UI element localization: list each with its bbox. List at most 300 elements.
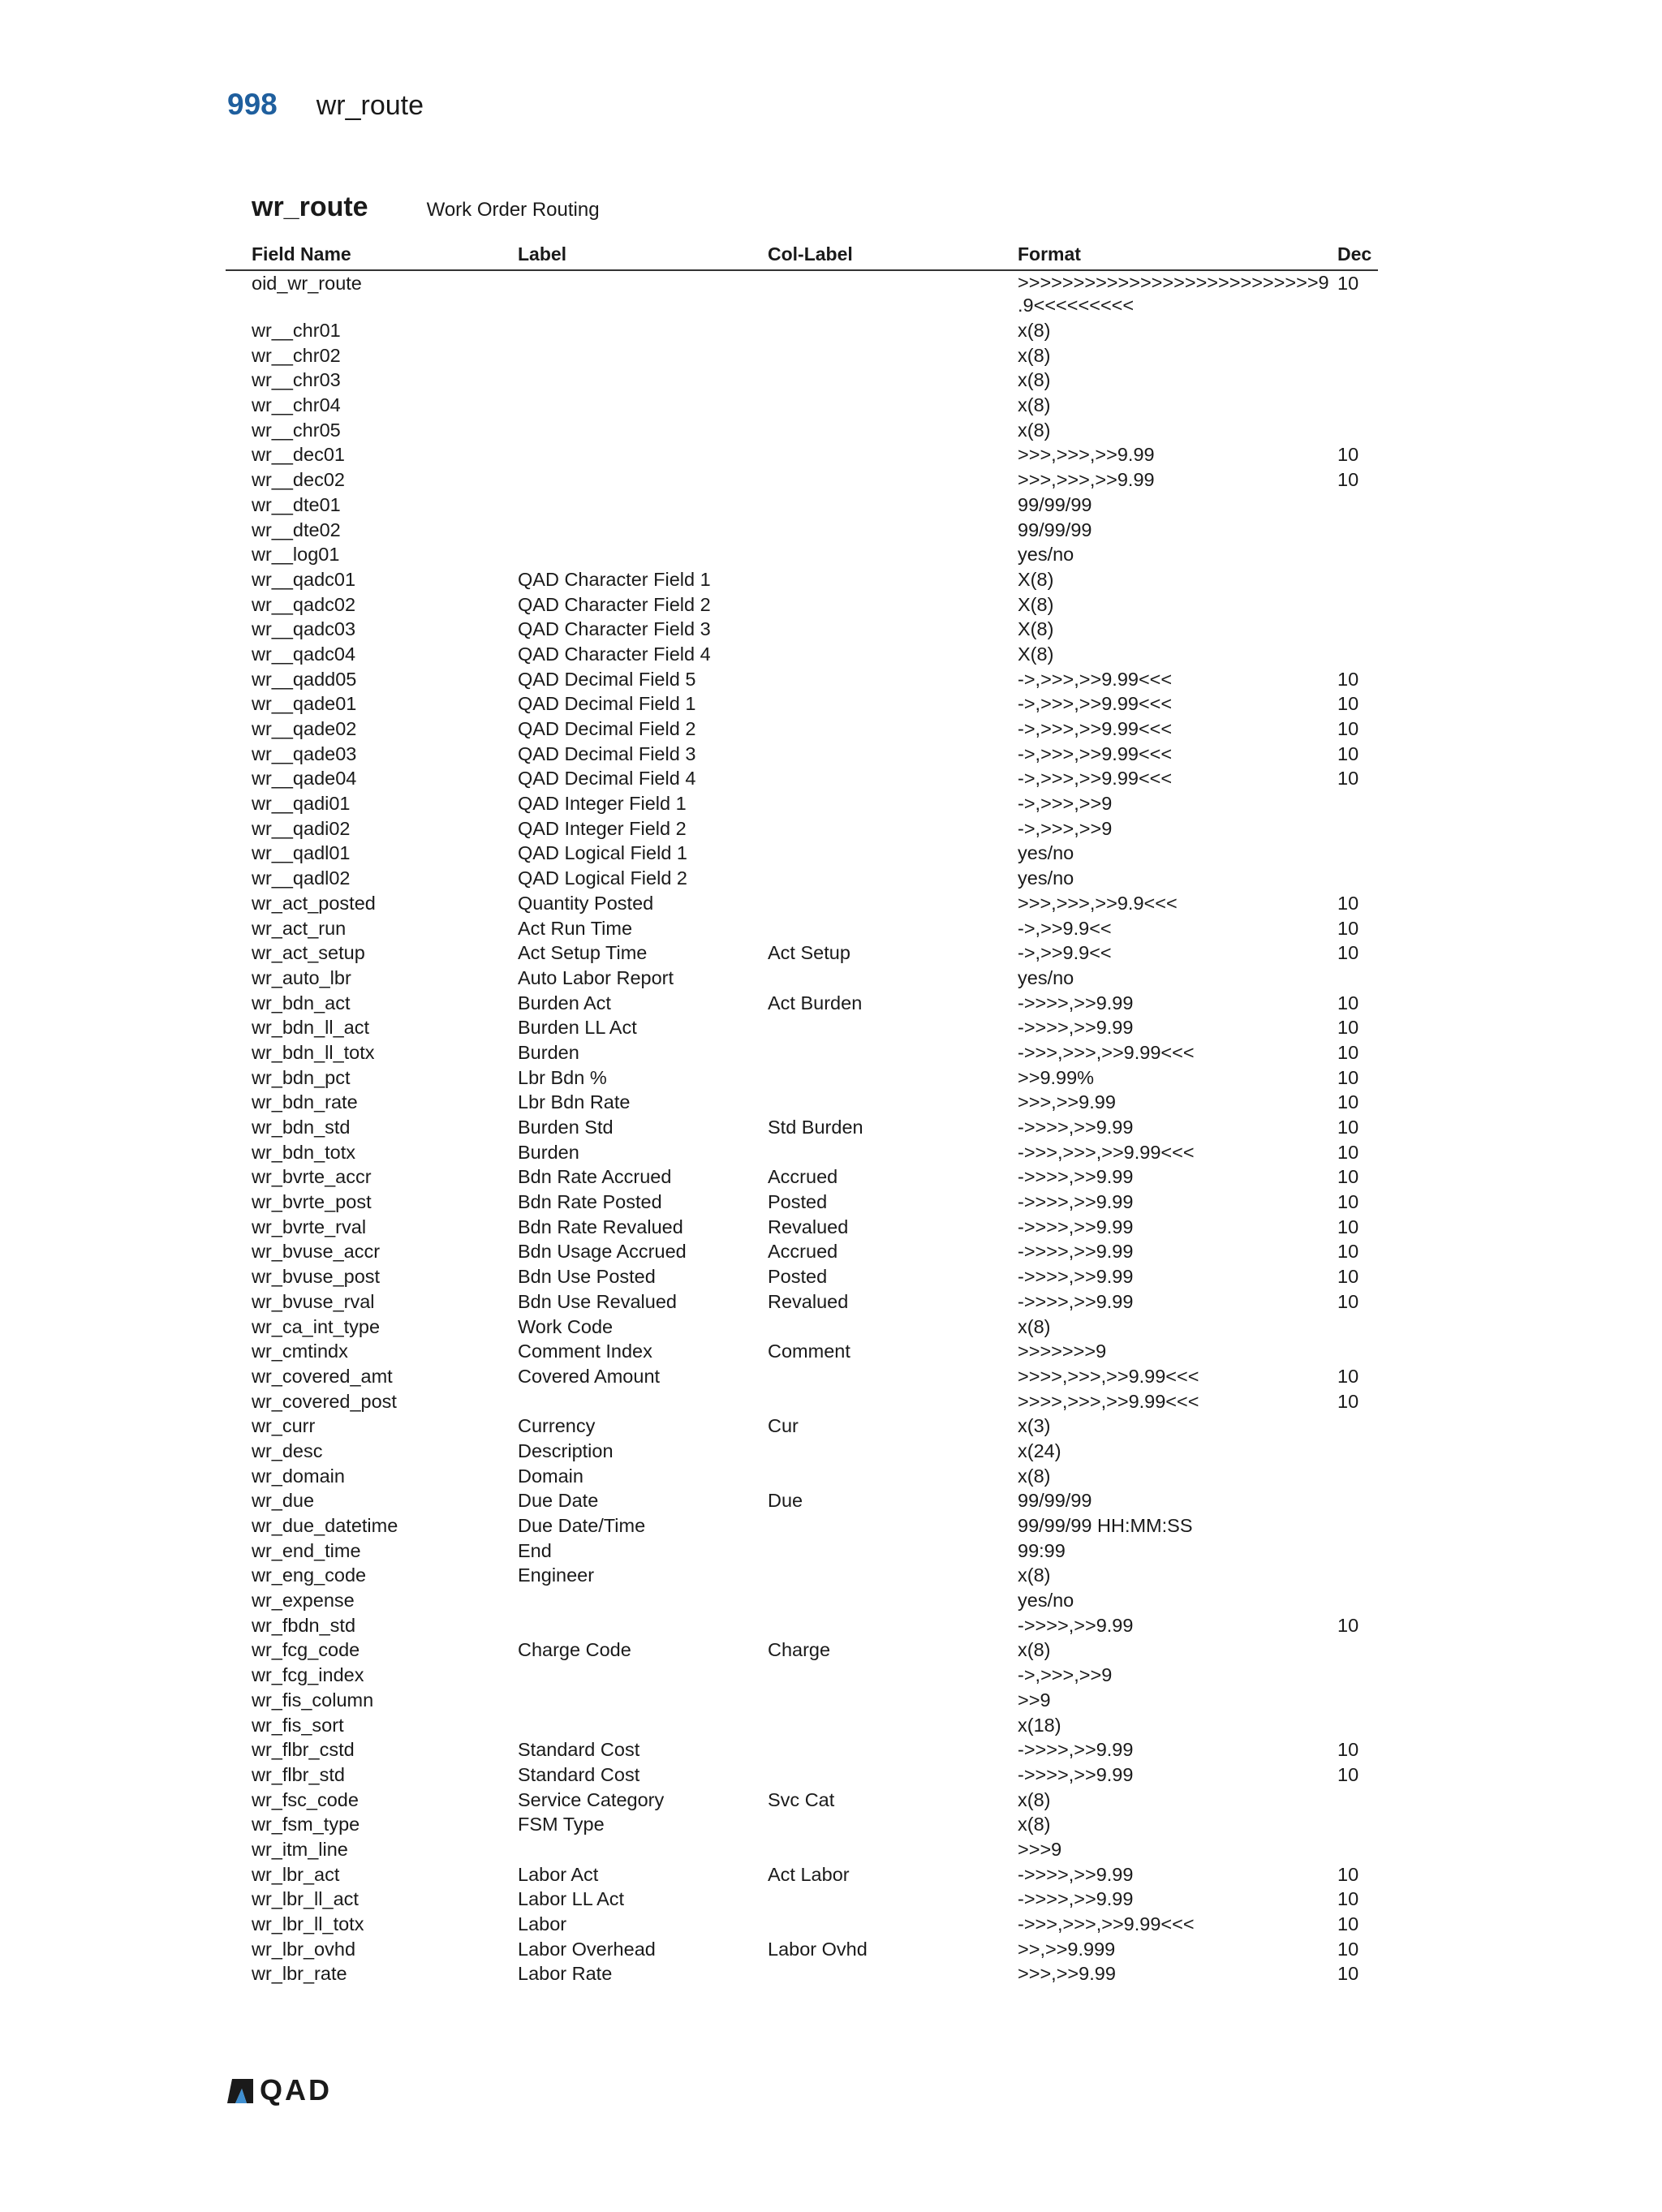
format-cell: yes/no bbox=[1018, 1590, 1074, 1612]
format-cell: yes/no bbox=[1018, 842, 1074, 864]
field-name-cell: wr__chr03 bbox=[252, 369, 341, 391]
footer-logo bbox=[226, 2073, 332, 2107]
table-row bbox=[226, 691, 1378, 717]
format-cell: x(8) bbox=[1018, 320, 1051, 341]
format-cell: yes/no bbox=[1018, 966, 1074, 988]
label-cell: QAD Logical Field 1 bbox=[518, 842, 687, 864]
label-cell: Burden bbox=[518, 1041, 579, 1063]
fields-table bbox=[226, 242, 1378, 1986]
table-row bbox=[226, 1663, 1378, 1688]
label-cell: Charge Code bbox=[518, 1639, 631, 1661]
label-cell: Bdn Use Revalued bbox=[518, 1290, 677, 1312]
table-row bbox=[226, 1539, 1378, 1564]
table-row bbox=[226, 1090, 1378, 1115]
format-cell: ->,>>>,>>9 bbox=[1018, 793, 1113, 815]
format-cell: ->,>>>,>>9 bbox=[1018, 817, 1113, 839]
table-row bbox=[226, 368, 1378, 393]
label-cell: Labor LL Act bbox=[518, 1888, 625, 1910]
table-row bbox=[226, 667, 1378, 692]
label-cell: Act Setup Time bbox=[518, 942, 648, 964]
format-cell: ->,>>>,>>9.99<<< bbox=[1018, 742, 1173, 764]
field-name-cell: wr__dec02 bbox=[252, 469, 345, 491]
page-header-title: wr_route bbox=[316, 90, 424, 121]
field-name-cell: wr__chr04 bbox=[252, 394, 341, 416]
table-row bbox=[226, 343, 1378, 368]
column-header-format: Format bbox=[1018, 243, 1081, 265]
table-row bbox=[226, 1464, 1378, 1489]
label-cell: Quantity Posted bbox=[518, 892, 654, 914]
format-cell: ->>>>,>>9.99 bbox=[1018, 1191, 1134, 1213]
label-cell: End bbox=[518, 1539, 552, 1561]
field-name-cell: wr_ca_int_type bbox=[252, 1315, 381, 1337]
col-label-cell: Accrued bbox=[768, 1166, 838, 1188]
dec-cell: 10 bbox=[1337, 1191, 1359, 1213]
col-label-cell: Act Burden bbox=[768, 992, 863, 1013]
dec-cell: 10 bbox=[1337, 1888, 1359, 1910]
field-name-cell: wr_expense bbox=[252, 1590, 355, 1612]
field-name-cell: oid_wr_route bbox=[252, 273, 362, 294]
table-row bbox=[226, 1513, 1378, 1539]
format-line-continued: .9<<<<<<<<< bbox=[1018, 295, 1135, 316]
field-name-cell: wr__qadc01 bbox=[252, 568, 356, 590]
field-name-cell: wr_act_run bbox=[252, 917, 347, 939]
dec-cell: 10 bbox=[1337, 718, 1359, 739]
label-cell: QAD Character Field 1 bbox=[518, 568, 711, 590]
dec-cell: 10 bbox=[1337, 768, 1359, 790]
dec-cell: 10 bbox=[1337, 1938, 1359, 1960]
table-row bbox=[226, 1937, 1378, 1962]
format-cell: ->>>>,>>9.99 bbox=[1018, 1117, 1134, 1138]
format-cell: ->,>>9.9<< bbox=[1018, 917, 1112, 939]
field-name-cell: wr__qadi02 bbox=[252, 817, 351, 839]
table-row bbox=[226, 592, 1378, 618]
table-row bbox=[226, 1563, 1378, 1588]
table-row bbox=[226, 1315, 1378, 1340]
field-name-cell: wr_due_datetime bbox=[252, 1515, 398, 1536]
format-cell: x(8) bbox=[1018, 1788, 1051, 1810]
format-cell: x(24) bbox=[1018, 1440, 1061, 1461]
field-name-cell: wr__chr01 bbox=[252, 320, 341, 341]
dec-cell: 10 bbox=[1337, 1117, 1359, 1138]
field-name-cell: wr_fis_column bbox=[252, 1689, 374, 1711]
format-cell: ->>>>,>>9.99 bbox=[1018, 1614, 1134, 1636]
column-header-label: Label bbox=[518, 243, 567, 265]
field-name-cell: wr_bdn_ll_totx bbox=[252, 1041, 375, 1063]
label-cell: Bdn Use Posted bbox=[518, 1266, 656, 1288]
label-cell: QAD Logical Field 2 bbox=[518, 867, 687, 889]
label-cell: Service Category bbox=[518, 1788, 665, 1810]
col-label-cell: Posted bbox=[768, 1191, 828, 1213]
field-name-cell: wr__qadl01 bbox=[252, 842, 351, 864]
field-name-cell: wr_fis_sort bbox=[252, 1714, 344, 1736]
dec-cell: 10 bbox=[1337, 1365, 1359, 1387]
col-label-cell: Comment bbox=[768, 1341, 850, 1362]
table-row bbox=[226, 1140, 1378, 1165]
format-cell: x(8) bbox=[1018, 344, 1051, 366]
table-row bbox=[226, 1414, 1378, 1439]
dec-cell: 10 bbox=[1337, 469, 1359, 491]
dec-cell: 10 bbox=[1337, 1390, 1359, 1412]
table-name: wr_route bbox=[252, 192, 368, 222]
field-name-cell: wr_bvuse_rval bbox=[252, 1290, 375, 1312]
field-name-cell: wr_due bbox=[252, 1490, 315, 1512]
format-cell: >>>,>>9.99 bbox=[1018, 1963, 1116, 1985]
format-cell: ->>>>,>>9.99 bbox=[1018, 1241, 1134, 1263]
format-cell: x(8) bbox=[1018, 419, 1051, 441]
label-cell: Standard Cost bbox=[518, 1739, 640, 1761]
table-row bbox=[226, 866, 1378, 891]
field-name-cell: wr_desc bbox=[252, 1440, 323, 1461]
field-name-cell: wr__qade03 bbox=[252, 742, 357, 764]
table-header-row bbox=[226, 242, 1378, 271]
label-cell: Engineer bbox=[518, 1564, 595, 1586]
field-name-cell: wr_eng_code bbox=[252, 1564, 367, 1586]
label-cell: Currency bbox=[518, 1415, 596, 1437]
format-cell: ->>>>,>>9.99 bbox=[1018, 1266, 1134, 1288]
format-cell: ->,>>9.9<< bbox=[1018, 942, 1112, 964]
label-cell: Lbr Bdn Rate bbox=[518, 1091, 631, 1113]
format-cell: X(8) bbox=[1018, 593, 1054, 615]
field-name-cell: wr_bdn_std bbox=[252, 1117, 351, 1138]
label-cell: FSM Type bbox=[518, 1814, 605, 1835]
col-label-cell: Charge bbox=[768, 1639, 831, 1661]
field-name-cell: wr_bdn_ll_act bbox=[252, 1017, 370, 1039]
label-cell: Auto Labor Report bbox=[518, 966, 674, 988]
table-row bbox=[226, 318, 1378, 343]
dec-cell: 10 bbox=[1337, 1041, 1359, 1063]
page-header bbox=[227, 88, 424, 128]
field-name-cell: wr_bdn_rate bbox=[252, 1091, 358, 1113]
format-cell: x(8) bbox=[1018, 1814, 1051, 1835]
label-cell: Labor bbox=[518, 1913, 567, 1934]
label-cell: Work Code bbox=[518, 1315, 614, 1337]
dec-cell: 10 bbox=[1337, 892, 1359, 914]
format-cell: ->>>>,>>9.99 bbox=[1018, 1763, 1134, 1785]
dec-cell: 10 bbox=[1337, 1739, 1359, 1761]
format-cell: ->>>>,>>9.99 bbox=[1018, 1863, 1134, 1885]
field-name-cell: wr__qadl02 bbox=[252, 867, 351, 889]
label-cell: Due Date bbox=[518, 1490, 599, 1512]
label-cell: Labor Rate bbox=[518, 1963, 613, 1985]
table-row bbox=[226, 271, 1378, 318]
table-row bbox=[226, 841, 1378, 866]
format-cell: 99/99/99 bbox=[1018, 493, 1092, 515]
dec-cell: 10 bbox=[1337, 1241, 1359, 1263]
table-row bbox=[226, 1364, 1378, 1389]
dec-cell: 10 bbox=[1337, 668, 1359, 690]
format-cell: 99/99/99 HH:MM:SS bbox=[1018, 1515, 1193, 1536]
table-row bbox=[226, 1788, 1378, 1813]
label-cell: Bdn Usage Accrued bbox=[518, 1241, 687, 1263]
table-row bbox=[226, 567, 1378, 592]
format-cell: >>9.99% bbox=[1018, 1066, 1095, 1088]
field-name-cell: wr_curr bbox=[252, 1415, 316, 1437]
field-name-cell: wr_lbr_rate bbox=[252, 1963, 347, 1985]
table-row bbox=[226, 991, 1378, 1016]
table-row bbox=[226, 966, 1378, 991]
format-cell: x(3) bbox=[1018, 1415, 1051, 1437]
table-row bbox=[226, 1862, 1378, 1887]
label-cell: QAD Character Field 2 bbox=[518, 593, 711, 615]
table-row bbox=[226, 518, 1378, 543]
format-cell: >>>,>>>,>>9.99 bbox=[1018, 469, 1155, 491]
table-row bbox=[226, 1190, 1378, 1215]
field-name-cell: wr__qadi01 bbox=[252, 793, 351, 815]
format-cell: >>>,>>>,>>9.9<<< bbox=[1018, 892, 1178, 914]
format-cell: ->,>>>,>>9 bbox=[1018, 1664, 1113, 1686]
field-name-cell: wr__dec01 bbox=[252, 444, 345, 466]
format-cell: ->>>>,>>9.99 bbox=[1018, 1017, 1134, 1039]
col-label-cell: Cur bbox=[768, 1415, 799, 1437]
field-name-cell: wr_act_posted bbox=[252, 892, 376, 914]
table-row bbox=[226, 1164, 1378, 1190]
field-name-cell: wr_fcg_code bbox=[252, 1639, 360, 1661]
table-description: Work Order Routing bbox=[426, 199, 600, 221]
table-row bbox=[226, 1688, 1378, 1713]
label-cell: QAD Decimal Field 4 bbox=[518, 768, 696, 790]
dec-cell: 10 bbox=[1337, 1216, 1359, 1237]
table-row bbox=[226, 617, 1378, 642]
format-cell: x(18) bbox=[1018, 1714, 1061, 1736]
format-cell: X(8) bbox=[1018, 618, 1054, 640]
dec-cell: 10 bbox=[1337, 942, 1359, 964]
field-name-cell: wr_lbr_act bbox=[252, 1863, 340, 1885]
table-row bbox=[226, 1289, 1378, 1315]
format-cell: ->>>>,>>9.99 bbox=[1018, 1166, 1134, 1188]
table-row bbox=[226, 1239, 1378, 1264]
table-row bbox=[226, 442, 1378, 467]
label-cell: Burden Std bbox=[518, 1117, 614, 1138]
table-row bbox=[226, 1812, 1378, 1837]
field-name-cell: wr_end_time bbox=[252, 1539, 361, 1561]
table-row bbox=[226, 1737, 1378, 1762]
format-cell: >>>>,>>>,>>9.99<<< bbox=[1018, 1365, 1199, 1387]
dec-cell: 10 bbox=[1337, 1141, 1359, 1163]
label-cell: Lbr Bdn % bbox=[518, 1066, 607, 1088]
format-cell: ->>>>,>>9.99 bbox=[1018, 1888, 1134, 1910]
col-label-cell: Accrued bbox=[768, 1241, 838, 1263]
format-cell: x(8) bbox=[1018, 1315, 1051, 1337]
table-row bbox=[226, 1613, 1378, 1638]
table-row bbox=[226, 1961, 1378, 1986]
field-name-cell: wr__dte02 bbox=[252, 519, 341, 540]
qad-logo-icon bbox=[226, 2076, 255, 2105]
field-name-cell: wr_domain bbox=[252, 1465, 345, 1487]
logo-text: QAD bbox=[260, 2073, 332, 2107]
col-label-cell: Revalued bbox=[768, 1290, 849, 1312]
label-cell: Bdn Rate Posted bbox=[518, 1191, 662, 1213]
format-cell: >>>,>>9.99 bbox=[1018, 1091, 1116, 1113]
label-cell: Burden bbox=[518, 1141, 579, 1163]
field-name-cell: wr_fsm_type bbox=[252, 1814, 360, 1835]
table-row bbox=[226, 467, 1378, 493]
field-name-cell: wr__qade04 bbox=[252, 768, 357, 790]
field-name-cell: wr__dte01 bbox=[252, 493, 341, 515]
table-row bbox=[226, 1837, 1378, 1862]
field-name-cell: wr_bdn_totx bbox=[252, 1141, 356, 1163]
field-name-cell: wr_fcg_index bbox=[252, 1664, 364, 1686]
table-row bbox=[226, 1912, 1378, 1937]
dec-cell: 10 bbox=[1337, 992, 1359, 1013]
dec-cell: 10 bbox=[1337, 444, 1359, 466]
label-cell: QAD Decimal Field 1 bbox=[518, 693, 696, 715]
dec-cell: 10 bbox=[1337, 1266, 1359, 1288]
label-cell: Domain bbox=[518, 1465, 583, 1487]
dec-cell: 10 bbox=[1337, 1763, 1359, 1785]
field-name-cell: wr__log01 bbox=[252, 544, 340, 566]
col-label-cell: Labor Ovhd bbox=[768, 1938, 868, 1960]
format-cell: ->>>,>>>,>>9.99<<< bbox=[1018, 1913, 1195, 1934]
format-cell: yes/no bbox=[1018, 544, 1074, 566]
field-name-cell: wr_bvrte_accr bbox=[252, 1166, 372, 1188]
column-header-col-label: Col-Label bbox=[768, 243, 853, 265]
field-name-cell: wr_bvrte_post bbox=[252, 1191, 372, 1213]
table-row bbox=[226, 642, 1378, 667]
format-cell: 99/99/99 bbox=[1018, 1490, 1092, 1512]
table-row bbox=[226, 1339, 1378, 1364]
label-cell: QAD Integer Field 2 bbox=[518, 817, 687, 839]
format-cell: yes/no bbox=[1018, 867, 1074, 889]
column-header-dec: Dec bbox=[1337, 243, 1372, 265]
field-name-cell: wr_lbr_ll_totx bbox=[252, 1913, 364, 1934]
dec-cell: 10 bbox=[1337, 1066, 1359, 1088]
table-row bbox=[226, 1040, 1378, 1065]
table-row bbox=[226, 1015, 1378, 1040]
dec-cell: 10 bbox=[1337, 1614, 1359, 1636]
format-cell: ->>>>,>>9.99 bbox=[1018, 1216, 1134, 1237]
table-row bbox=[226, 1215, 1378, 1240]
label-cell: Burden Act bbox=[518, 992, 611, 1013]
field-name-cell: wr_flbr_cstd bbox=[252, 1739, 355, 1761]
field-name-cell: wr__qade01 bbox=[252, 693, 357, 715]
format-cell: ->>>>,>>9.99 bbox=[1018, 1290, 1134, 1312]
format-cell: ->>>>,>>9.99 bbox=[1018, 992, 1134, 1013]
label-cell: Description bbox=[518, 1440, 614, 1461]
format-cell: x(8) bbox=[1018, 1465, 1051, 1487]
format-cell: ->>>,>>>,>>9.99<<< bbox=[1018, 1141, 1195, 1163]
table-body bbox=[226, 271, 1378, 1986]
table-row bbox=[226, 1637, 1378, 1663]
label-cell: QAD Decimal Field 5 bbox=[518, 668, 696, 690]
field-name-cell: wr__qadc02 bbox=[252, 593, 356, 615]
col-label-cell: Std Burden bbox=[768, 1117, 863, 1138]
field-name-cell: wr_bvrte_rval bbox=[252, 1216, 367, 1237]
table-row bbox=[226, 816, 1378, 841]
field-name-cell: wr_bvuse_accr bbox=[252, 1241, 381, 1263]
format-cell: X(8) bbox=[1018, 643, 1054, 665]
format-cell: ->>>,>>>,>>9.99<<< bbox=[1018, 1041, 1195, 1063]
format-cell: >>,>>9.999 bbox=[1018, 1938, 1116, 1960]
dec-cell: 10 bbox=[1337, 1091, 1359, 1113]
label-cell: QAD Decimal Field 3 bbox=[518, 742, 696, 764]
format-cell: ->,>>>,>>9.99<<< bbox=[1018, 668, 1173, 690]
dec-cell: 10 bbox=[1337, 1863, 1359, 1885]
dec-cell: 10 bbox=[1337, 1166, 1359, 1188]
dec-cell: 10 bbox=[1337, 742, 1359, 764]
field-name-cell: wr_covered_post bbox=[252, 1390, 397, 1412]
label-cell: Due Date/Time bbox=[518, 1515, 646, 1536]
dec-cell: 10 bbox=[1337, 1963, 1359, 1985]
field-name-cell: wr_flbr_std bbox=[252, 1763, 345, 1785]
format-cell: 99/99/99 bbox=[1018, 519, 1092, 540]
field-name-cell: wr_auto_lbr bbox=[252, 966, 351, 988]
dec-cell: 10 bbox=[1337, 1913, 1359, 1934]
format-cell: >>>9 bbox=[1018, 1838, 1062, 1860]
format-line: >>>>>>>>>>>>>>>>>>>>>>>>>>>9 bbox=[1018, 272, 1329, 293]
label-cell: QAD Integer Field 1 bbox=[518, 793, 687, 815]
label-cell: Labor Overhead bbox=[518, 1938, 656, 1960]
label-cell: Labor Act bbox=[518, 1863, 599, 1885]
field-name-cell: wr_bdn_act bbox=[252, 992, 351, 1013]
table-row bbox=[226, 393, 1378, 418]
label-cell: QAD Decimal Field 2 bbox=[518, 718, 696, 739]
field-name-cell: wr_act_setup bbox=[252, 942, 365, 964]
label-cell: Bdn Rate Accrued bbox=[518, 1166, 672, 1188]
field-name-cell: wr_fbdn_std bbox=[252, 1614, 356, 1636]
table-row bbox=[226, 1065, 1378, 1091]
field-name-cell: wr_bdn_pct bbox=[252, 1066, 351, 1088]
format-cell: x(8) bbox=[1018, 394, 1051, 416]
field-name-cell: wr__qadd05 bbox=[252, 668, 357, 690]
field-name-cell: wr_lbr_ovhd bbox=[252, 1938, 356, 1960]
table-row bbox=[226, 418, 1378, 443]
format-cell: ->,>>>,>>9.99<<< bbox=[1018, 693, 1173, 715]
field-name-cell: wr_lbr_ll_act bbox=[252, 1888, 359, 1910]
format-cell: x(8) bbox=[1018, 369, 1051, 391]
table-row bbox=[226, 493, 1378, 518]
dec-cell: 10 bbox=[1337, 693, 1359, 715]
label-cell: Standard Cost bbox=[518, 1763, 640, 1785]
field-name-cell: wr_covered_amt bbox=[252, 1365, 393, 1387]
label-cell: Comment Index bbox=[518, 1341, 652, 1362]
table-row bbox=[226, 1488, 1378, 1513]
format-cell: >>>>>>>9 bbox=[1018, 1341, 1107, 1362]
format-cell: ->,>>>,>>9.99<<< bbox=[1018, 718, 1173, 739]
col-label-cell: Act Labor bbox=[768, 1863, 850, 1885]
table-row bbox=[226, 891, 1378, 916]
table-row bbox=[226, 1762, 1378, 1788]
column-header-field-name: Field Name bbox=[252, 243, 351, 265]
label-cell: Bdn Rate Revalued bbox=[518, 1216, 683, 1237]
table-row bbox=[226, 1389, 1378, 1414]
format-cell: ->>>>,>>9.99 bbox=[1018, 1739, 1134, 1761]
dec-cell: 10 bbox=[1337, 273, 1359, 294]
table-row bbox=[226, 916, 1378, 941]
dec-cell: 10 bbox=[1337, 1290, 1359, 1312]
label-cell: Covered Amount bbox=[518, 1365, 661, 1387]
table-row bbox=[226, 1887, 1378, 1912]
field-name-cell: wr_fsc_code bbox=[252, 1788, 359, 1810]
field-name-cell: wr_bvuse_post bbox=[252, 1266, 381, 1288]
format-cell: >>9 bbox=[1018, 1689, 1051, 1711]
dec-cell: 10 bbox=[1337, 1017, 1359, 1039]
field-name-cell: wr__chr02 bbox=[252, 344, 341, 366]
col-label-cell: Svc Cat bbox=[768, 1788, 835, 1810]
format-cell bbox=[1018, 271, 1329, 316]
table-row bbox=[226, 1439, 1378, 1464]
format-cell: x(8) bbox=[1018, 1564, 1051, 1586]
label-cell: Burden LL Act bbox=[518, 1017, 637, 1039]
format-cell: x(8) bbox=[1018, 1639, 1051, 1661]
format-cell: ->,>>>,>>9.99<<< bbox=[1018, 768, 1173, 790]
table-row bbox=[226, 1588, 1378, 1613]
table-row bbox=[226, 717, 1378, 742]
field-name-cell: wr__chr05 bbox=[252, 419, 341, 441]
format-cell: 99:99 bbox=[1018, 1539, 1066, 1561]
table-row bbox=[226, 542, 1378, 567]
label-cell: QAD Character Field 3 bbox=[518, 618, 711, 640]
label-cell: Act Run Time bbox=[518, 917, 633, 939]
